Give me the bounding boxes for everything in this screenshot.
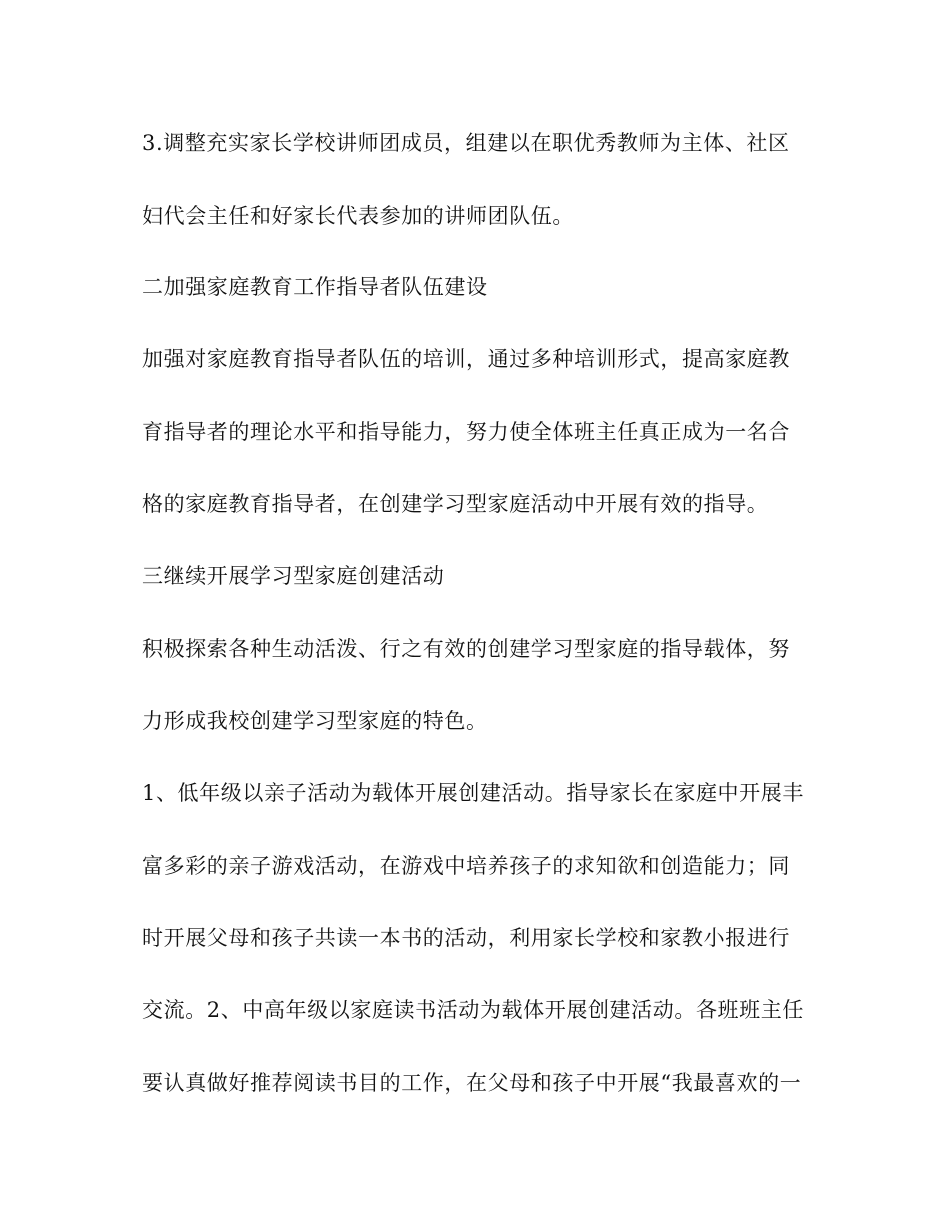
text-line-13: 交流。2、中高年级以家庭读书活动为载体开展创建活动。各班班主任 (142, 998, 804, 1022)
text-line-10: 1、低年级以亲子活动为载体开展创建活动。指导家长在家庭中开展丰 (142, 781, 804, 805)
text-line-14: 要认真做好推荐阅读书目的工作，在父母和孩子中开展“我最喜欢的一 (142, 1071, 802, 1095)
text-line-1: 3.调整充实家长学校讲师团成员，组建以在职优秀教师为主体、社区 (142, 131, 790, 155)
text-line-11: 富多彩的亲子游戏活动，在游戏中培养孩子的求知欲和创造能力；同 (142, 854, 790, 878)
text-line-8: 积极探索各种生动活泼、行之有效的创建学习型家庭的指导载体，努 (142, 637, 790, 661)
text-line-9: 力形成我校创建学习型家庭的特色。 (142, 709, 488, 733)
text-line-5: 育指导者的理论水平和指导能力，努力使全体班主任真正成为一名合 (142, 420, 790, 444)
text-line-12: 时开展父母和孩子共读一本书的活动，利用家长学校和家教小报进行 (142, 926, 790, 950)
text-line-4: 加强对家庭教育指导者队伍的培训，通过多种培训形式，提高家庭教 (142, 347, 790, 371)
section-heading-3: 三继续开展学习型家庭创建活动 (142, 564, 445, 588)
section-heading-2: 二加强家庭教育工作指导者队伍建设 (142, 275, 488, 299)
text-line-6: 格的家庭教育指导者，在创建学习型家庭活动中开展有效的指导。 (142, 492, 769, 516)
text-line-2: 妇代会主任和好家长代表参加的讲师团队伍。 (142, 204, 574, 228)
